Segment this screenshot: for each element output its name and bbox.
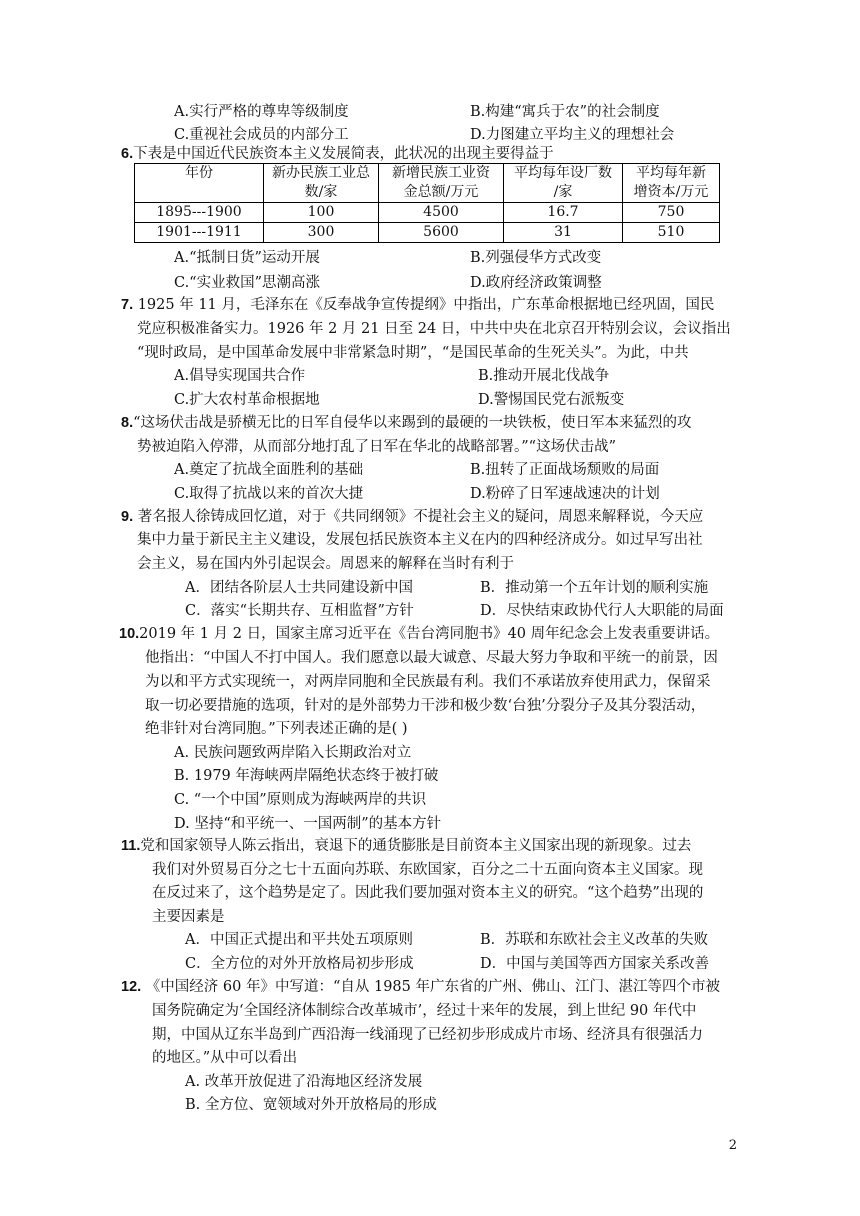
table-cell: 5600 xyxy=(379,223,504,243)
table-cell: 16.7 xyxy=(504,203,623,223)
q6-option-b: B.列强侵华方式改变 xyxy=(470,250,602,266)
q10-line-3: 为以和平方式实现统一，对两岸同胞和全民族最有利。我们不承诺放弃使用武力，保留采 xyxy=(145,674,711,690)
q7-line-2: 党应积极准备实力。1926 年 2 月 21 日至 24 日，中共中央在北京召开特别会议，会议指出 xyxy=(137,321,731,337)
page-number: 2 xyxy=(728,1138,737,1153)
q10-option-d: D. 坚持“和平统一、一国两制”的基本方针 xyxy=(174,816,442,832)
q7-option-b: B.推动开展北伐战争 xyxy=(478,368,610,384)
table-cell: 750 xyxy=(623,203,720,223)
table-cell: 4500 xyxy=(379,203,504,223)
q11-option-c: C．全方位的对外开放格局初步形成 xyxy=(185,956,414,972)
q10-option-b: B. 1979 年海峡两岸隔绝状态终于被打破 xyxy=(174,768,439,784)
q7-option-d: D.警惕国民党右派叛变 xyxy=(478,392,625,408)
q11-line-3: 在反过来了，这个趋势是定了。因此我们要加强对资本主义的研究。“这个趋势”出现的 xyxy=(152,885,704,901)
table-cell: 1895---1900 xyxy=(135,203,264,223)
question-number: 8. xyxy=(121,415,134,431)
q12-option-b: B. 全方位、宽领域对外开放格局的形成 xyxy=(185,1097,437,1113)
q12-option-a: A. 改革开放促进了沿海地区经济发展 xyxy=(185,1074,423,1090)
q11-line-2: 我们对外贸易百分之七十五面向苏联、东欧国家，百分之二十五面向资本主义国家。现 xyxy=(152,862,703,878)
q9-line-3: 会主义，易在国内外引起误会。周恩来的解释在当时有利于 xyxy=(137,556,514,572)
q8-option-c: C.取得了抗战以来的首次大捷 xyxy=(174,486,364,502)
question-number: 12. xyxy=(121,979,142,995)
table-header: 平均每年新 增资本/万元 xyxy=(623,164,720,203)
q12-line-2: 国务院确定为‘全国经济体制综合改革城市’，经过十来年的发展，到上世纪 90 年代中 xyxy=(152,1003,697,1019)
q9-option-c: C．落实“长期共存、互相监督”方针 xyxy=(185,603,414,619)
question-number: 10. xyxy=(119,626,140,642)
q11-option-d: D．中国与美国等西方国家关系改善 xyxy=(480,956,710,972)
q7-line-3: “现时政局，是中国革命发展中非常紧急时期”，“是国民革命的生死关头”。为此，中共 xyxy=(137,345,689,361)
q8-option-d: D.粉碎了日军速战速决的计划 xyxy=(470,486,660,502)
q9-option-a: A．团结各阶层人士共同建设新中国 xyxy=(185,580,413,596)
q7-option-a: A.倡导实现国共合作 xyxy=(174,368,306,384)
table-cell: 100 xyxy=(264,203,379,223)
q8-option-b: B.扭转了正面战场颓败的局面 xyxy=(470,462,660,478)
q10-option-a: A. 民族问题致两岸陷入长期政治对立 xyxy=(174,745,412,761)
q10-option-c: C. “一个中国”原则成为海峡两岸的共识 xyxy=(174,792,427,808)
q8-line-2: 势被迫陷入停滞，从而部分地打乱了日军在华北的战略部署。”“这场伏击战” xyxy=(137,439,616,455)
q10-line-1: 10.2019 年 1 月 2 日，国家主席习近平在《告台湾同胞书》40 周年纪念会上发表重要讲话。 xyxy=(119,626,720,642)
table-header: 平均每年设厂数 /家 xyxy=(504,164,623,203)
q6-option-a: A.“抵制日货”运动开展 xyxy=(174,250,320,266)
q10-line-5: 绝非针对台湾同胞。”下列表述正确的是( ) xyxy=(145,721,408,737)
q8-line-1: 8.“这场伏击战是骄横无比的日军自侵华以来踢到的最硬的一块铁板，使日军本来猛烈的攻 xyxy=(121,415,692,431)
q10-line-4: 取一切必要措施的选项，针对的是外部势力干涉和极少数‘台独’分裂分子及其分裂活动， xyxy=(145,698,706,714)
table-cell: 31 xyxy=(504,223,623,243)
q5-option-c: C.重视社会成员的内部分工 xyxy=(174,127,349,143)
q11-option-a: A．中国正式提出和平共处五项原则 xyxy=(185,932,413,948)
q5-option-a: A.实行严格的尊卑等级制度 xyxy=(174,104,349,120)
q7-line-1: 7. 1925 年 11 月，毛泽东在《反奉战争宣传提纲》中指出，广东革命根据地已经巩固，国民 xyxy=(121,297,715,313)
question-number: 9. xyxy=(121,509,134,525)
table-row xyxy=(135,203,720,223)
table-header: 新办民族工业总 数/家 xyxy=(264,164,379,203)
q5-option-d: D.力图建立平均主义的理想社会 xyxy=(470,127,675,143)
q6-option-d: D.政府经济政策调整 xyxy=(470,275,602,291)
q9-line-1: 9. 著名报人徐铸成回忆道，对于《共同纲领》不提社会主义的疑问，周恩来解释说，今天应 xyxy=(121,509,704,525)
q8-option-a: A.奠定了抗战全面胜利的基础 xyxy=(174,462,364,478)
question-number: 11. xyxy=(121,838,141,854)
table-header: 新增民族工业资 金总额/万元 xyxy=(379,164,504,203)
q12-line-3: 期，中国从辽东半岛到广西沿海一线涌现了已经初步形成成片市场、经济具有很强活力 xyxy=(152,1027,703,1043)
data-table xyxy=(134,163,720,243)
table-row xyxy=(135,223,720,243)
q11-line-4: 主要因素是 xyxy=(152,909,225,925)
q12-line-1: 12. 《中国经济 60 年》中写道：“自从 1985 年广东省的广州、佛山、江门、湛江等四个市被 xyxy=(121,979,720,995)
table-header-row xyxy=(135,164,720,203)
q11-option-b: B．苏联和东欧社会主义改革的失败 xyxy=(480,932,709,948)
q5-option-b: B.构建“寓兵于农”的社会制度 xyxy=(470,104,660,120)
q7-option-c: C.扩大农村革命根据地 xyxy=(174,392,320,408)
table-cell: 300 xyxy=(264,223,379,243)
question-number: 7. xyxy=(121,297,134,313)
question-text: 下表是中国近代民族资本主义发展简表，此状况的出现主要得益于 xyxy=(133,146,554,162)
table-cell: 510 xyxy=(623,223,720,243)
table-header: 年份 xyxy=(135,164,264,203)
q12-line-4: 的地区。”从中可以看出 xyxy=(152,1050,298,1066)
q11-line-1: 11.党和国家领导人陈云指出，衰退下的通货膨胀是目前资本主义国家出现的新现象。过去 xyxy=(121,838,692,854)
q6-option-c: C.“实业救国”思潮高涨 xyxy=(174,275,321,291)
q10-line-2: 他指出：“中国人不打中国人。我们愿意以最大诚意、尽最大努力争取和平统一的前景，因 xyxy=(145,650,718,666)
q9-option-d: D．尽快结束政协代行人大职能的局面 xyxy=(480,603,724,619)
question-number: 6. xyxy=(121,146,134,162)
q9-option-b: B．推动第一个五年计划的顺利实施 xyxy=(480,580,709,596)
q9-line-2: 集中力量于新民主主义建设，发展包括民族资本主义在内的四种经济成分。如过早写出社 xyxy=(137,532,703,548)
table-cell: 1901---1911 xyxy=(135,223,264,243)
